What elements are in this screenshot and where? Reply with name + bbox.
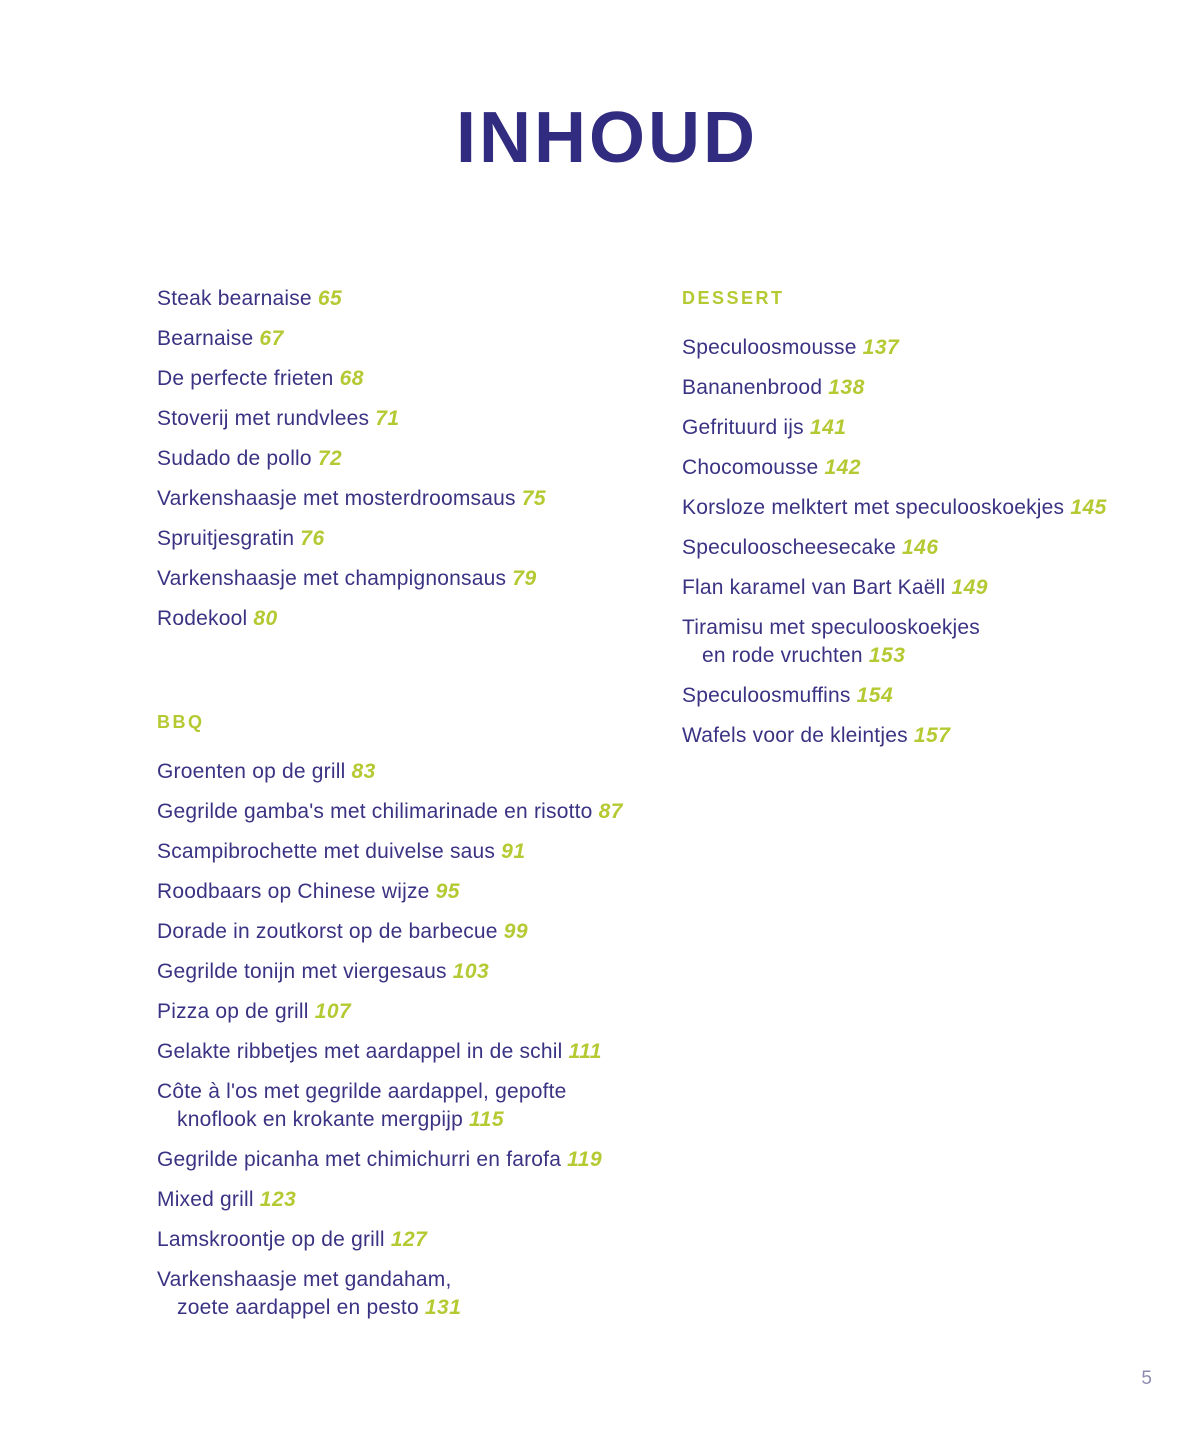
- toc-entry-page-number: 145: [1070, 496, 1107, 519]
- toc-entry-page-number: 76: [300, 527, 325, 550]
- toc-entry-page-number: 127: [390, 1228, 428, 1251]
- toc-entry: [682, 682, 1162, 710]
- toc-entry-title: Rodekool: [157, 607, 248, 630]
- toc-entry-title: Lamskroontje op de grill: [157, 1228, 385, 1251]
- toc-entry-title: Sudado de pollo: [157, 447, 312, 470]
- toc-entry-title: Spruitjesgratin: [157, 527, 295, 550]
- page-number: 5: [1141, 1368, 1152, 1389]
- toc-entry: [157, 445, 677, 473]
- toc-entry-title: Varkenshaasje met mosterdroomsaus: [157, 487, 516, 510]
- toc-entry-title: zoete aardappel en pesto: [177, 1296, 419, 1319]
- toc-entry-title: De perfecte frieten: [157, 367, 334, 390]
- toc-entry: [157, 758, 677, 786]
- toc-entry: [157, 918, 677, 946]
- toc-entry: [682, 414, 1162, 442]
- toc-entry: [157, 405, 677, 433]
- toc-entry-title: Scampibrochette met duivelse saus: [157, 840, 496, 863]
- toc-entry-page-number: 83: [351, 760, 376, 783]
- toc-entry-page-number: 142: [824, 456, 862, 479]
- toc-entry-page-number: 65: [317, 287, 343, 310]
- toc-entry-page-number: 131: [424, 1296, 462, 1319]
- toc-entry-title: Mixed grill: [157, 1188, 254, 1211]
- toc-entry-title: Speculoosmuffins: [682, 684, 851, 707]
- section-header-dessert: DESSERT: [682, 288, 785, 308]
- toc-entry-title: en rode vruchten: [702, 644, 863, 667]
- toc-entry: [157, 1146, 677, 1174]
- toc-entry: [157, 325, 677, 353]
- toc-column-right: [682, 287, 1162, 762]
- toc-entry-title: Gegrilde picanha met chimichurri en farofa: [157, 1148, 562, 1171]
- toc-entry-page-number: 154: [856, 684, 894, 707]
- toc-entry-title: Bearnaise: [157, 327, 254, 350]
- toc-entry-title: Korsloze melktert met speculooskoekjes: [682, 496, 1065, 519]
- toc-entry: [157, 1186, 677, 1214]
- toc-entry-page-number: 115: [469, 1108, 504, 1131]
- toc-entry-title: Dorade in zoutkorst op de barbecue: [157, 920, 498, 943]
- toc-section-mains-list: [157, 285, 677, 633]
- toc-entry-title: Roodbaars op Chinese wijze: [157, 880, 430, 903]
- toc-entry: [157, 1266, 677, 1322]
- toc-entry-title: Varkenshaasje met champignonsaus: [157, 567, 507, 590]
- toc-entry-page-number: 138: [828, 376, 865, 399]
- toc-entry-page-number: 123: [259, 1188, 297, 1211]
- toc-entry: [682, 722, 1162, 750]
- toc-entry: [157, 958, 677, 986]
- toc-entry-page-number: 95: [435, 880, 460, 903]
- toc-entry-page-number: 157: [913, 724, 951, 747]
- toc-entry-page-number: 75: [521, 487, 547, 510]
- toc-entry-title: Gefrituurd ijs: [682, 416, 804, 439]
- toc-entry: [682, 454, 1162, 482]
- toc-entry: [157, 565, 677, 593]
- toc-section-bbq-list: [157, 758, 677, 1322]
- toc-entry-title: Côte à l'os met gegrilde aardappel, gepofte: [157, 1080, 567, 1103]
- toc-entry-page-number: 137: [862, 336, 900, 359]
- toc-entry-page-number: 119: [567, 1148, 603, 1171]
- toc-entry: [157, 838, 677, 866]
- toc-entry-title: Gegrilde gamba's met chilimarinade en risotto: [157, 800, 593, 823]
- toc-entry-title: Wafels voor de kleintjes: [682, 724, 908, 747]
- toc-entry-title: Groenten op de grill: [157, 760, 346, 783]
- toc-entry: [682, 334, 1162, 362]
- toc-entry: [157, 878, 677, 906]
- toc-entry: [157, 485, 677, 513]
- toc-entry-page-number: 153: [868, 644, 906, 667]
- toc-entry-page-number: 67: [259, 327, 284, 350]
- toc-entry-title: Stoverij met rundvlees: [157, 407, 370, 430]
- toc-entry-title: Gelakte ribbetjes met aardappel in de schil: [157, 1040, 563, 1063]
- toc-entry-page-number: 71: [375, 407, 400, 430]
- toc-entry-title: Pizza op de grill: [157, 1000, 309, 1023]
- toc-entry-page-number: 99: [503, 920, 529, 943]
- toc-column-left: [157, 285, 677, 1334]
- toc-entry: [682, 614, 1162, 670]
- toc-entry-title: Tiramisu met speculooskoekjes: [682, 616, 980, 639]
- toc-entry: [157, 365, 677, 393]
- toc-entry-page-number: 80: [253, 607, 278, 630]
- toc-entry: [682, 534, 1162, 562]
- toc-entry-title: knoflook en krokante mergpijp: [177, 1108, 463, 1131]
- toc-entry: [157, 285, 677, 313]
- toc-entry-page-number: 79: [512, 567, 537, 590]
- toc-entry-page-number: 68: [339, 367, 364, 390]
- toc-entry-title: Bananenbrood: [682, 376, 823, 399]
- toc-entry-title: Steak bearnaise: [157, 287, 312, 310]
- toc-entry-page-number: 141: [809, 416, 847, 439]
- toc-entry-page-number: 72: [317, 447, 343, 470]
- toc-entry: [682, 574, 1162, 602]
- toc-entry-page-number: 87: [598, 800, 623, 823]
- toc-entry: [157, 1226, 677, 1254]
- toc-entry: [682, 494, 1162, 522]
- toc-entry-title: Chocomousse: [682, 456, 819, 479]
- toc-entry-page-number: 107: [314, 1000, 352, 1023]
- toc-entry-page-number: 149: [951, 576, 988, 599]
- toc-entry: [157, 605, 677, 633]
- page-title: INHOUD: [456, 98, 758, 178]
- toc-entry-title: Gegrilde tonijn met viergesaus: [157, 960, 447, 983]
- toc-entry: [157, 1078, 677, 1134]
- toc-entry: [157, 525, 677, 553]
- toc-entry-title: Speculooscheesecake: [682, 536, 896, 559]
- toc-entry-page-number: 91: [501, 840, 526, 863]
- section-header-bbq: BBQ: [157, 712, 205, 732]
- toc-entry-title: Flan karamel van Bart Kaëll: [682, 576, 946, 599]
- toc-section-dessert-list: [682, 334, 1162, 750]
- toc-entry: [157, 1038, 677, 1066]
- toc-entry-page-number: 103: [452, 960, 490, 983]
- toc-entry-page-number: 146: [902, 536, 939, 559]
- toc-entry: [682, 374, 1162, 402]
- toc-entry-page-number: 111: [568, 1040, 602, 1063]
- toc-entry: [157, 998, 677, 1026]
- toc-entry-title: Speculoosmousse: [682, 336, 857, 359]
- toc-entry: [157, 798, 677, 826]
- toc-entry-title: Varkenshaasje met gandaham,: [157, 1268, 452, 1291]
